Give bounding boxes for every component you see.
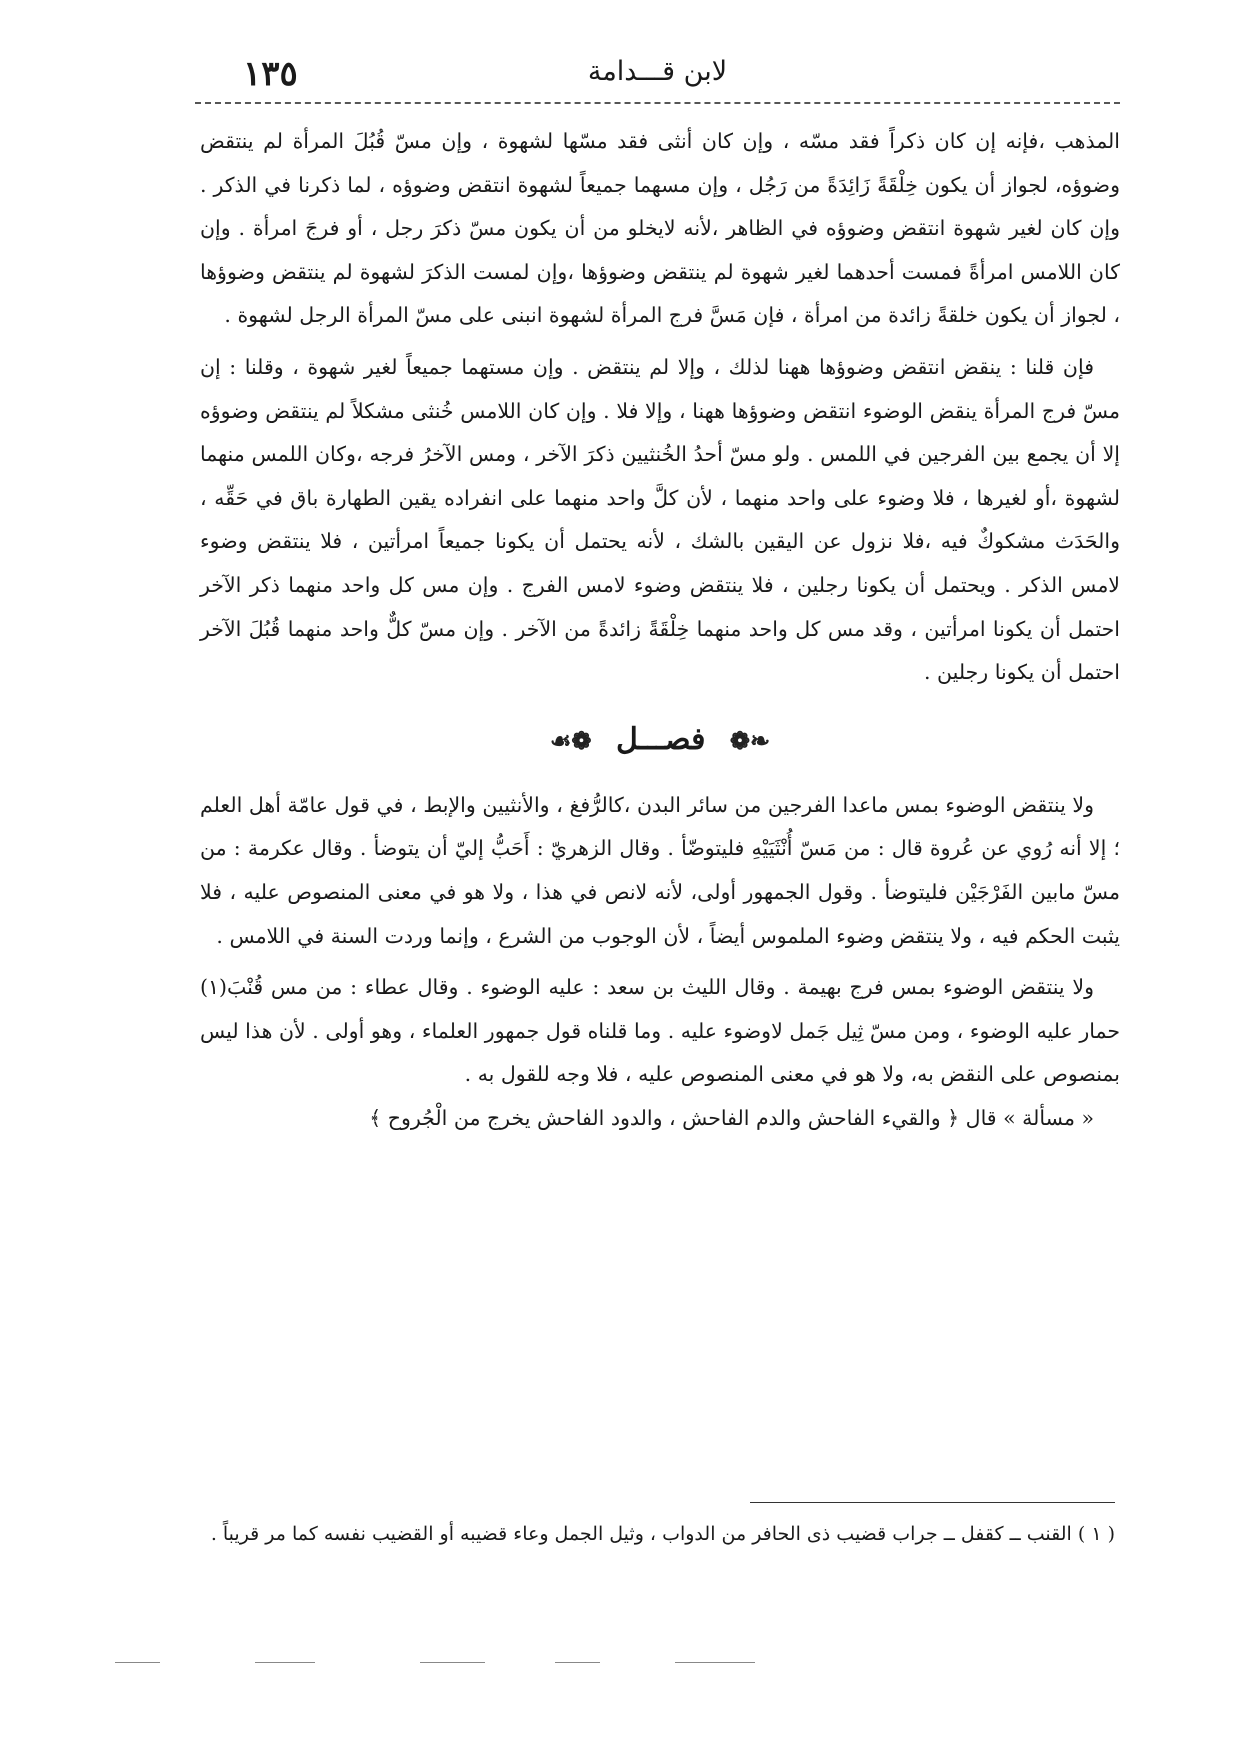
page-header <box>195 50 1120 110</box>
bottom-marks <box>0 1662 1240 1666</box>
paragraph: المذهب ،فإنه إن كان ذكراً فقد مسّه ، وإن كان أنثى فقد مسّها لشهوة ، وإن مسّ قُبُلَ المرأة لم ينتقض وضوؤه، لجواز أن يكون خِلْقَةً زَائِدَةً من رَجُل ، وإن مسهما جميعاً لشهوة انتقض وضوؤه ، لما ذكرنا في الذكر . وإن كان لغير شهوة انتقض وضوؤه في الظاهر ،لأنه لايخلو من أن يكون مسّ ذكرَ رجل ، أو فرجَ امرأة . وإن كان اللامس امرأةً فمست أحدهما لغير شهوة لم ينتقض وضوؤها ،وإن لمست الذكرَ لشهوة لم ينتقض وضوؤها ، لجواز أن يكون خلقةً زائدة من امرأة ، فإن مَسَّ فرج المرأة لشهوة انبنى على مسّ المرأة الرجل لشهوة . <box>200 129 1120 328</box>
ornament-icon: ❧❁ <box>729 725 771 755</box>
edge-mark <box>115 1662 160 1663</box>
paragraph: فإن قلنا : ينقض انتقض وضوؤها ههنا لذلك ، وإلا لم ينتقض . وإن مستهما جميعاً لغير شهوة ، وقلنا : إن مسّ فرج المرأة ينقض الوضوء انتقض وضوؤها ههنا ، وإلا فلا . وإن كان اللامس خُنثى مشكلاً لم ينتقض وضوؤه إلا أن يجمع بين الفرجين في اللمس . ولو مسّ أحدُ الخُنثيين ذكرَ الآخر ، ومس الآخرُ فرجه ،وكان اللمس منهما لشهوة ،أو لغيرها ، فلا وضوء على واحد منهما ، لأن كلَّ واحد منهما على انفراده يقين الطهارة باق في حَقِّه ، والحَدَث مشكوكٌ فيه ،فلا نزول عن اليقين بالشك ، لأنه يحتمل أن يكونا جميعاً امرأتين ، فلا ينتقض وضوء لامس الذكر . ويحتمل أن يكونا رجلين ، فلا ينتقض وضوء لامس الفرج . وإن مس كل واحد منهما ذكر الآخر احتمل أن يكونا امرأتين ، وقد مس كل واحد منهما خِلْقَةً زائدةً من الآخر . وإن مسّ كلٌّ واحد منهما قُبُلَ الآخر احتمل أن يكونا رجلين . <box>200 354 1120 685</box>
edge-mark <box>555 1662 600 1663</box>
footnote: ( ١ ) القنب ــ كقفل ــ جراب قضيب ذى الحافر من الدواب ، وثيل الجمل وعاء قضيبه أو القضيب نفسه كما مر قريباً . <box>210 1523 1115 1545</box>
edge-mark <box>420 1662 485 1663</box>
footnote-rule <box>750 1502 1115 1503</box>
running-head: لابن قـــدامة <box>587 56 728 87</box>
footnotes <box>200 1515 1115 1553</box>
paragraph: ولا ينتقض الوضوء بمس ماعدا الفرجين من سائر البدن ،كالرُّفغ ، والأنثيين والإبط ، في قول عامّة أهل العلم ؛ إلا أنه رُوي عن عُروة قال : من مَسّ أُنْثَيَيْهِ فليتوضّأ . وقال الزهريّ : أَحَبُّ إليّ أن يتوضأ . وقال عكرمة : من مسّ مابين الفَرْجَيْن فليتوضأ . وقول الجمهور أولى، لأنه لانص في هذا ، ولا هو في معنى المنصوص عليه ، فلا يثبت الحكم فيه ، ولا ينتقض وضوء الملموس أيضاً ، لأن الوجوب من الشرع ، وإنما وردت السنة في اللامس . <box>200 792 1120 948</box>
edge-mark <box>675 1662 755 1663</box>
ornament-icon: ❁☙ <box>549 725 592 755</box>
main-text <box>200 120 1120 1140</box>
mas-ala-line: « مسألة » قال ﴿ والقيء الفاحش والدم الفاحش ، والدود الفاحش يخرج من الْجُروح ﴾ <box>369 1105 1094 1130</box>
section-title: فصـــل <box>615 721 706 757</box>
header-rule <box>195 102 1120 104</box>
section-heading <box>200 715 1120 766</box>
paragraph: ولا ينتقض الوضوء بمس فرج بهيمة . وقال الليث بن سعد : عليه الوضوء . وقال عطاء : من مس قُنْبَ(١) حمار عليه الوضوء ، ومن مسّ ثِيل جَمل لاوضوء عليه . وما قلناه قول جمهور العلماء ، وهو أولى . لأن هذا ليس بمنصوص على النقض به، ولا هو في معنى المنصوص عليه ، فلا وجه للقول به . <box>200 975 1120 1087</box>
page-number: ١٣٥ <box>243 54 298 94</box>
edge-mark <box>255 1662 315 1663</box>
